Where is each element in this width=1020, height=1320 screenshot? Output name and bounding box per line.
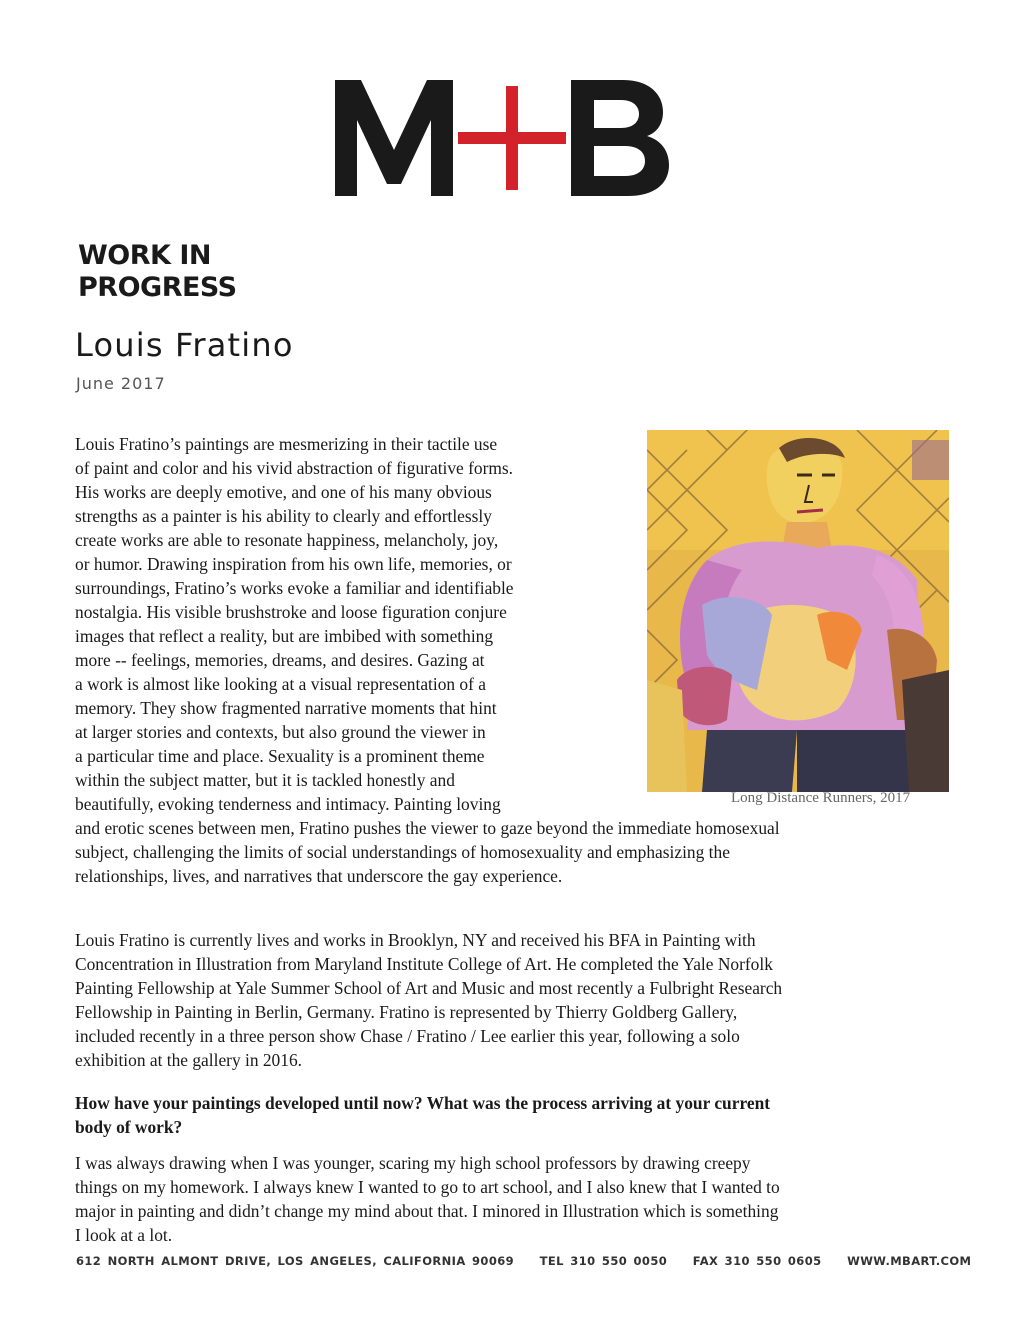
- logo-mark: [333, 78, 673, 198]
- text-line: Fellowship in Painting in Berlin, Germany. Fratino is represented by Thierry Goldberg Gallery,: [75, 1002, 738, 1022]
- text-line: images that reflect a reality, but are imbibed with something: [75, 626, 494, 646]
- article-date: June 2017: [76, 374, 166, 393]
- interview-question: [75, 1091, 770, 1139]
- text-line: within the subject matter, but it is tackled honestly and: [75, 770, 455, 790]
- gallery-logo: [333, 78, 673, 198]
- text-line: beautifully, evoking tenderness and intimacy. Painting loving: [75, 794, 501, 814]
- section-label: [78, 240, 237, 304]
- text-line: and erotic scenes between men, Fratino pushes the viewer to gaze beyond the immediate homosexual: [75, 818, 780, 838]
- text-line: How have your paintings developed until now? What was the process arriving at your current: [75, 1093, 771, 1113]
- text-line: nostalgia. His visible brushstroke and loose figuration conjure: [75, 602, 507, 622]
- text-line: body of work?: [75, 1117, 183, 1137]
- section-label-line1: WORK IN: [78, 240, 211, 271]
- artwork-image: [647, 430, 949, 792]
- footer-tel: TEL 310 550 0050: [539, 1254, 668, 1268]
- artwork-caption: Long Distance Runners, 2017: [731, 790, 911, 806]
- intro-paragraph-continued: [75, 816, 955, 888]
- intro-paragraph: [75, 432, 635, 816]
- text-line: at larger stories and contexts, but also ground the viewer in: [75, 722, 486, 742]
- interview-answer: [75, 1151, 780, 1247]
- text-line: His works are deeply emotive, and one of his many obvious: [75, 482, 492, 502]
- text-line: strengths as a painter is his ability to clearly and effortlessly: [75, 506, 492, 526]
- text-line: Painting Fellowship at Yale Summer School of Art and Music and most recently a Fulbright Research: [75, 978, 783, 998]
- section-label-line2: PROGRESS: [78, 272, 237, 303]
- text-line: I look at a lot.: [75, 1225, 173, 1245]
- text-line: major in painting and didn’t change my mind about that. I minored in Illustration which is something: [75, 1201, 779, 1221]
- footer-contact: [76, 1254, 971, 1268]
- text-line: of paint and color and his vivid abstraction of figurative forms.: [75, 458, 514, 478]
- text-line: included recently in a three person show Chase / Fratino / Lee earlier this year, following a solo: [75, 1026, 740, 1046]
- footer-address: 612 NORTH ALMONT DRIVE, LOS ANGELES, CALIFORNIA 90069: [76, 1254, 515, 1268]
- footer-website[interactable]: WWW.MBART.COM: [847, 1254, 972, 1268]
- text-line: Louis Fratino is currently lives and works in Brooklyn, NY and received his BFA in Painting with: [75, 930, 756, 950]
- text-line: subject, challenging the limits of social understandings of homosexuality and emphasizing the: [75, 842, 730, 862]
- footer-fax: FAX 310 550 0605: [692, 1254, 822, 1268]
- article-title: Louis Fratino: [75, 326, 294, 364]
- text-line: create works are able to resonate happiness, melancholy, joy,: [75, 530, 499, 550]
- text-line: things on my homework. I always knew I wanted to go to art school, and I also knew that I wanted to: [75, 1177, 780, 1197]
- text-line: Concentration in Illustration from Maryland Institute College of Art. He completed the Yale Norfolk: [75, 954, 773, 974]
- text-line: relationships, lives, and narratives that underscore the gay experience.: [75, 866, 563, 886]
- text-line: surroundings, Fratino’s works evoke a familiar and identifiable: [75, 578, 514, 598]
- text-line: I was always drawing when I was younger, scaring my high school professors by drawing creepy: [75, 1153, 751, 1173]
- text-line: more -- feelings, memories, dreams, and desires. Gazing at: [75, 650, 485, 670]
- text-line: or humor. Drawing inspiration from his own life, memories, or: [75, 554, 512, 574]
- bio-paragraph: [75, 928, 782, 1072]
- text-line: exhibition at the gallery in 2016.: [75, 1050, 302, 1070]
- text-line: a work is almost like looking at a visual representation of a: [75, 674, 486, 694]
- text-line: a particular time and place. Sexuality is a prominent theme: [75, 746, 485, 766]
- text-line: Louis Fratino’s paintings are mesmerizing in their tactile use: [75, 434, 498, 454]
- text-line: memory. They show fragmented narrative moments that hint: [75, 698, 497, 718]
